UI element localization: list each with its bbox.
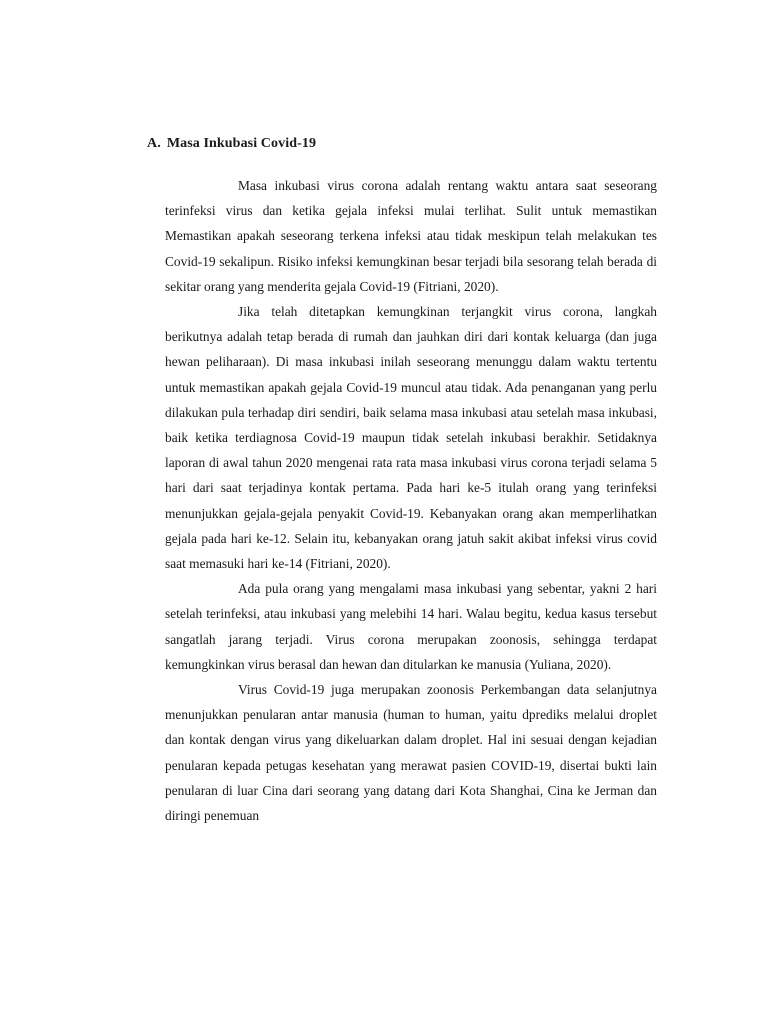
section-heading	[147, 136, 316, 152]
body-text	[165, 173, 657, 828]
section-number: A.	[147, 136, 161, 151]
section-title: Masa Inkubasi Covid-19	[166, 136, 317, 151]
paragraph: Masa inkubasi virus corona adalah rentang waktu antara saat seseorang terinfeksi virus dan ketika gejala infeksi mulai terlihat. Sulit untuk memastikan Memastikan apakah seseorang terkena infeksi atau tidak meskipun telah melakukan tes Covid-19 sekalipun. Risiko infeksi kemungkinan besar terjadi bila sesorang telah berada di sekitar orang yang menderita gejala Covid-19 (Fitriani, 2020).	[165, 178, 657, 294]
paragraph: Ada pula orang yang mengalami masa inkubasi yang sebentar, yakni 2 hari setelah terinfeksi, atau inkubasi yang melebihi 14 hari. Walau begitu, kedua kasus tersebut sangatlah jarang terjadi. Virus corona merupakan zoonosis, sehingga terdapat kemungkinkan virus berasal dan hewan dan ditularkan ke manusia (Yuliana, 2020).	[165, 581, 657, 672]
paragraph: Virus Covid-19 juga merupakan zoonosis Perkembangan data selanjutnya menunjukkan penularan antar manusia (human to human, yaitu dprediks melalui droplet dan kontak dengan virus yang dikeluarkan dalam droplet. Hal ini sesuai dengan kejadian penularan kepada petugas kesehatan yang merawat pasien COVID-19, disertai bukti lain penularan di luar Cina dari seorang yang datang dari Kota Shanghai, Cina ke Jerman dan diringi penemuan	[165, 682, 657, 824]
paragraph: Jika telah ditetapkan kemungkinan terjangkit virus corona, langkah berikutnya adalah tetap berada di rumah dan jauhkan diri dari kontak keluarga (dan juga hewan peliharaan). Di masa inkubasi inilah seseorang menunggu dalam waktu tertentu untuk memastikan apakah gejala Covid-19 muncul atau tidak. Ada penanganan yang perlu dilakukan pula terhadap diri sendiri, baik selama masa inkubasi atau setelah masa inkubasi, baik ketika terdiagnosa Covid-19 maupun tidak setelah inkubasi berakhir. Setidaknya laporan di awal tahun 2020 mengenai rata rata masa inkubasi virus corona terjadi selama 5 hari dari saat terjadinya kontak pertama. Pada hari ke-5 itulah orang yang terinfeksi menunjukkan gejala-gejala penyakit Covid-19. Kebanyakan orang akan memperlihatkan gejala pada hari ke-12. Selain itu, kebanyakan orang jatuh sakit akibat infeksi virus covid saat memasuki hari ke-14 (Fitriani, 2020).	[165, 304, 657, 572]
